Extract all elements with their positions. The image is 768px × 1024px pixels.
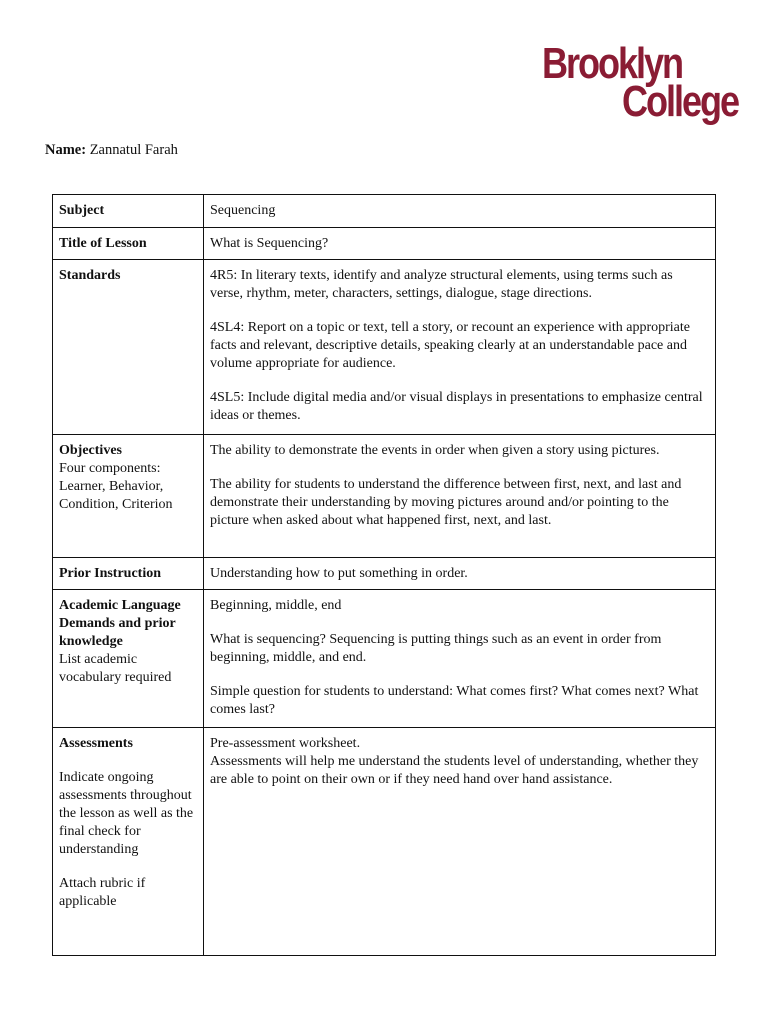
table-row (53, 435, 716, 558)
table-row (53, 558, 716, 590)
academic-questions: Simple question for students to understand: What comes first? What comes next? What comes last? (210, 684, 699, 717)
subject-label: Subject (53, 195, 204, 228)
table-row (53, 260, 716, 435)
standards-value (204, 260, 716, 435)
assessment-line-1: Pre-assessment worksheet. (210, 736, 361, 751)
brooklyn-college-logo (542, 39, 738, 130)
objective-2: The ability for students to understand the difference between first, next, and last and demonstrate their understanding by moving pictures around and/or pointing to the picture when asked about what happened first, next, and last. (210, 477, 682, 528)
academic-definition: What is sequencing? Sequencing is putting things such as an event in order from beginning, middle, and end. (210, 632, 662, 665)
prior-instruction-label: Prior Instruction (53, 558, 204, 590)
assessments-value (204, 728, 716, 956)
subject-value: Sequencing (204, 195, 716, 228)
prior-instruction-value: Understanding how to put something in order. (204, 558, 716, 590)
title-value: What is Sequencing? (204, 228, 716, 260)
objectives-value (204, 435, 716, 558)
standards-label: Standards (53, 260, 204, 435)
lesson-plan-table (52, 194, 716, 956)
table-row (53, 590, 716, 728)
academic-value (204, 590, 716, 728)
name-line (45, 141, 178, 159)
academic-sub: List academic vocabulary required (59, 652, 172, 685)
assessments-label: Assessments (59, 736, 133, 751)
objectives-label: Objectives (59, 443, 122, 458)
standard-4r5: 4R5: In literary texts, identify and analyze structural elements, using terms such as verse, rhythm, meter, characters, settings, dialogue, stage directions. (210, 268, 673, 301)
assessments-sub-2: Attach rubric if applicable (59, 876, 146, 909)
objective-1: The ability to demonstrate the events in order when given a story using pictures. (210, 443, 660, 458)
assessments-sub-1: Indicate ongoing assessments throughout the lesson as well as the final check for understanding (59, 770, 194, 857)
academic-label: Academic Language Demands and prior knowledge (59, 598, 181, 649)
objectives-label-cell (53, 435, 204, 558)
assessments-label-cell (53, 728, 204, 956)
table-row (53, 195, 716, 228)
name-value: Zannatul Farah (89, 142, 178, 158)
academic-vocabulary: Beginning, middle, end (210, 598, 342, 613)
objectives-sub: Four components: Learner, Behavior, Condition, Criterion (59, 461, 173, 512)
table-row (53, 228, 716, 260)
standard-4sl5: 4SL5: Include digital media and/or visual displays in presentations to emphasize central ideas or themes. (210, 390, 703, 423)
logo-line-1: Brooklyn (542, 39, 682, 88)
name-label: Name: (45, 142, 87, 158)
standard-4sl4: 4SL4: Report on a topic or text, tell a story, or recount an experience with appropriate facts and relevant, descriptive details, speaking clearly at an understandable pace and volume appropriate for audience. (210, 320, 690, 371)
logo-line-2: College (622, 77, 738, 126)
assessment-line-2: Assessments will help me understand the students level of understanding, whether they are able to point on their own or if they need hand over hand assistance. (210, 754, 699, 787)
table-row (53, 728, 716, 956)
title-label: Title of Lesson (53, 228, 204, 260)
academic-label-cell (53, 590, 204, 728)
